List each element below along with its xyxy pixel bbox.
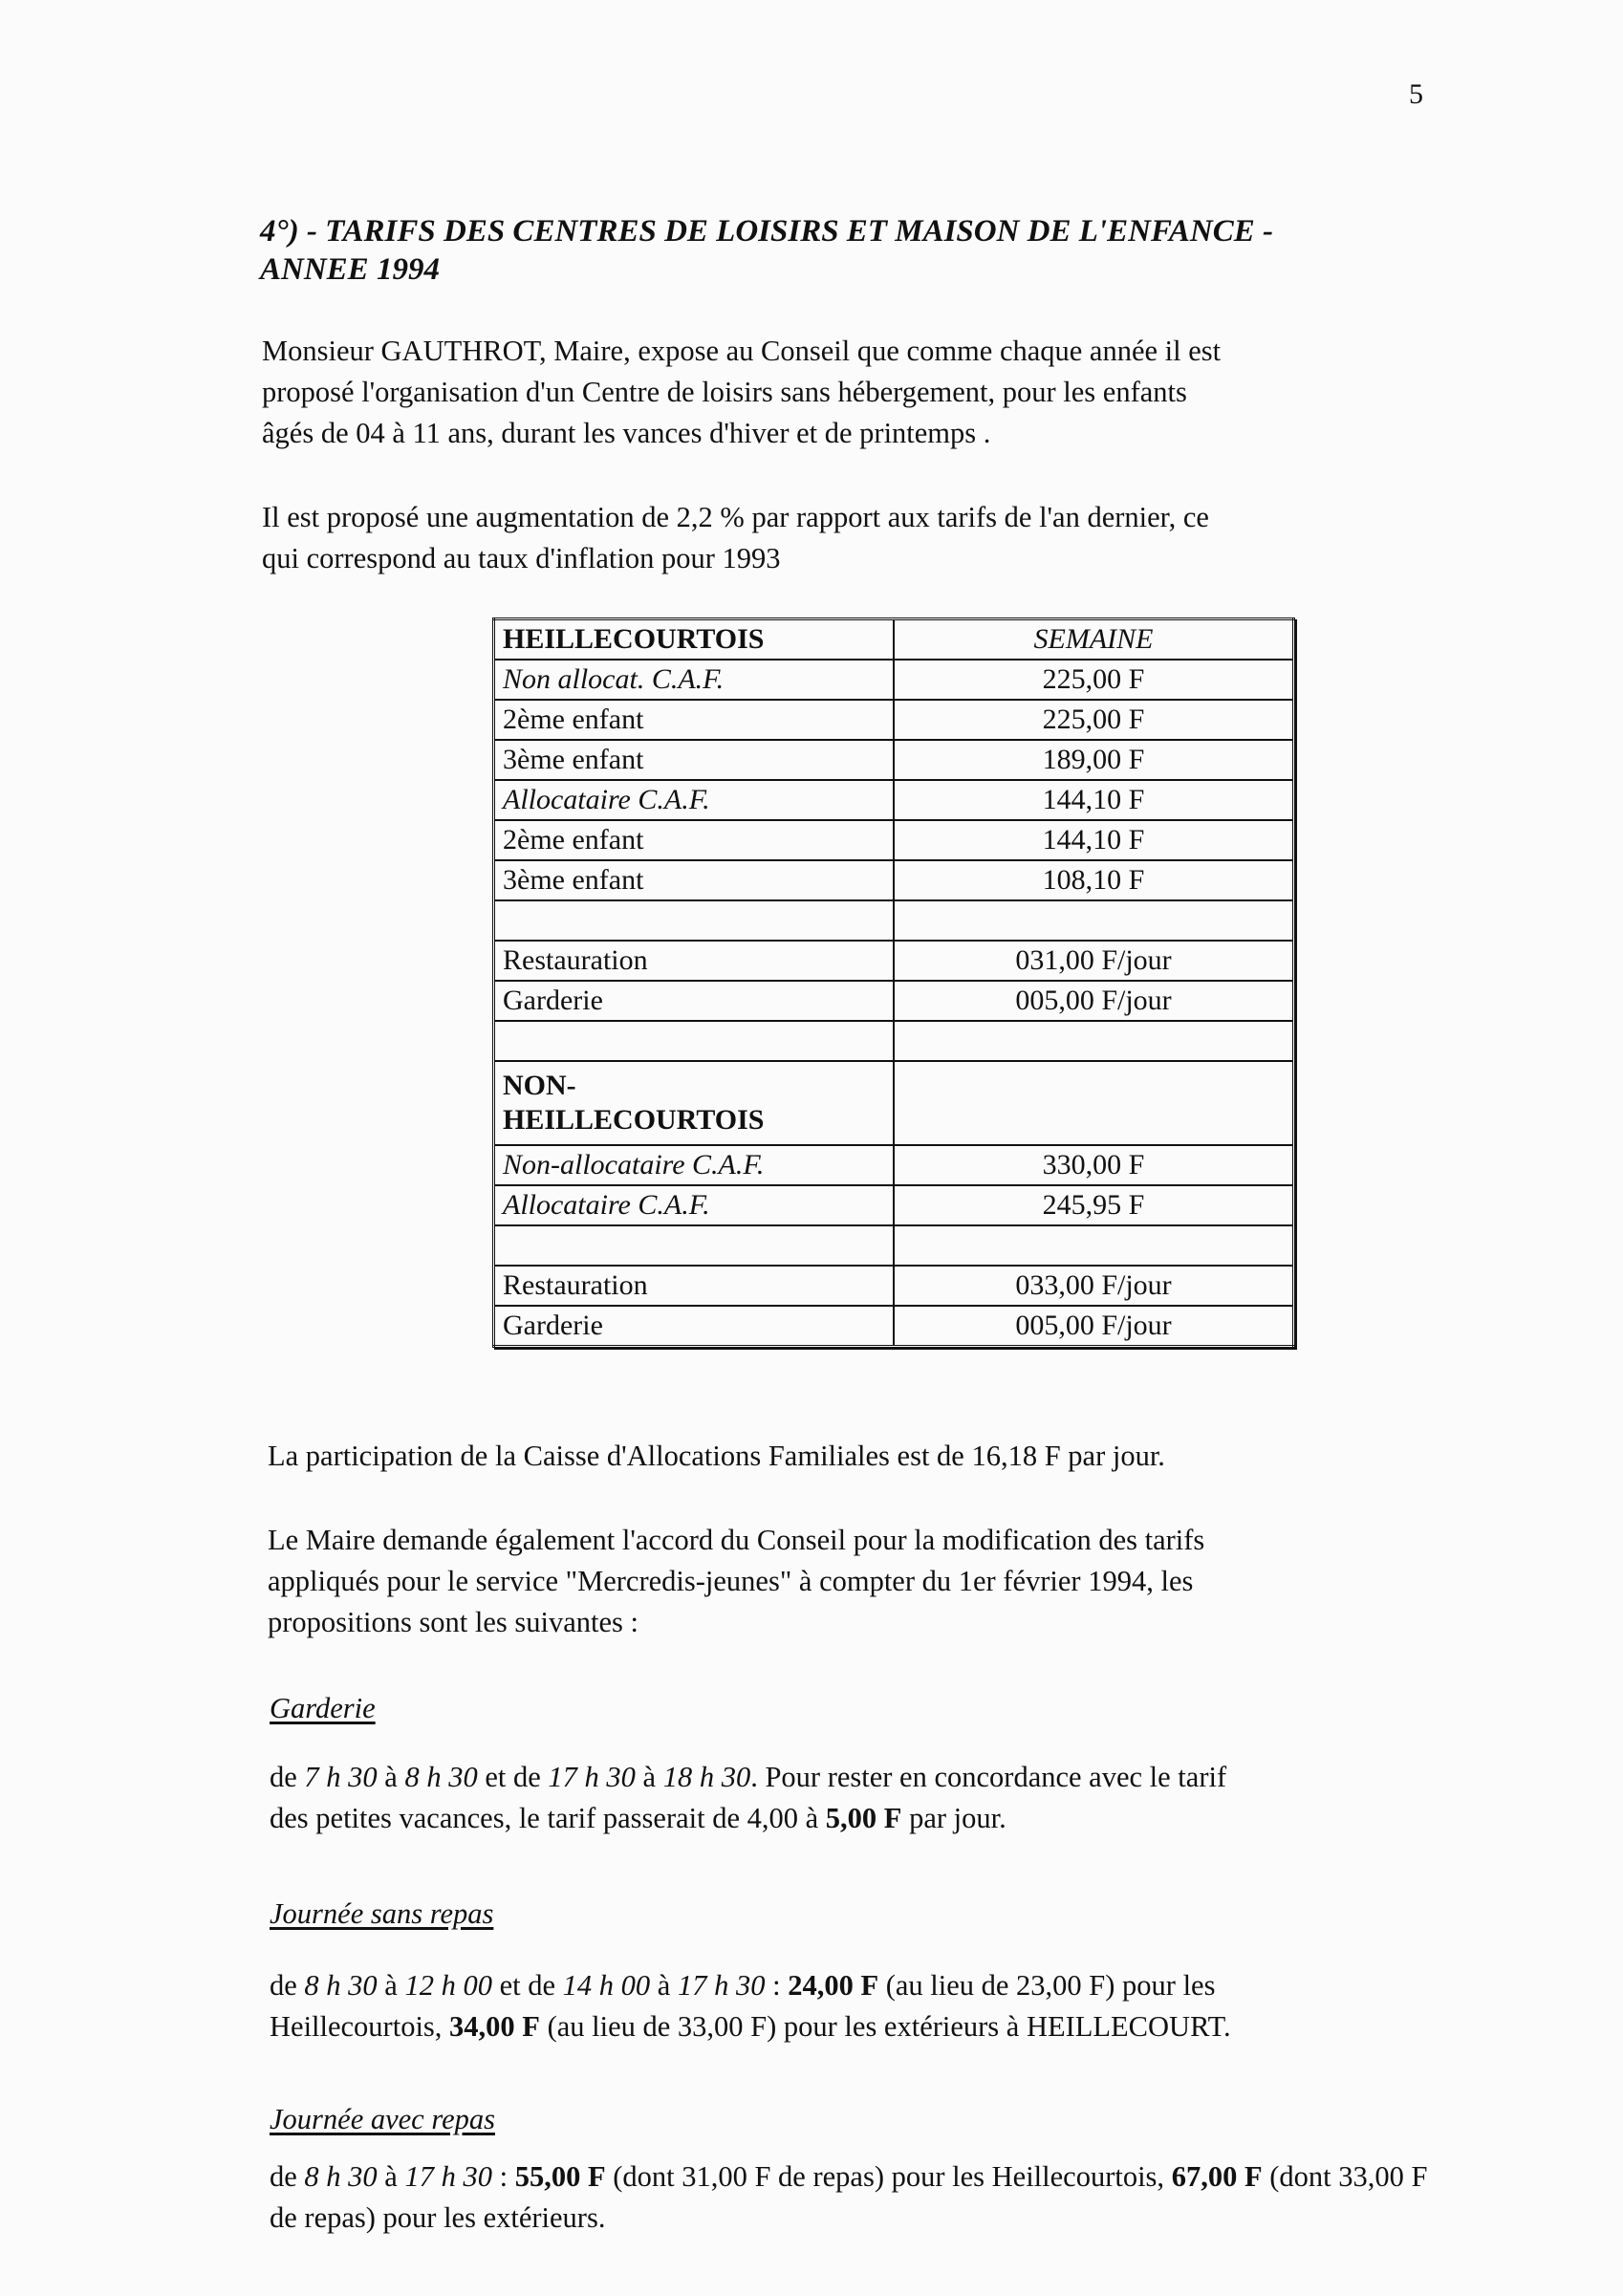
row-label [494,1021,895,1061]
mercredis-line: propositions sont les suivantes : [268,1606,639,1638]
time: 14 h 00 [562,1969,651,2002]
table-row [494,981,1294,1021]
avec-repas-paragraph [270,2156,1436,2239]
table-header-row [494,619,1294,661]
avec-repas-heading: Journée avec repas [270,2103,495,2135]
section-title-line-1: 4°) - TARIFS DES CENTRES DE LOISIRS ET MAISON DE L'ENFANCE - [260,214,1274,249]
time: 8 h 30 [304,2160,378,2193]
sans-repas-heading: Journée sans repas [270,1897,494,1930]
row-label: 2ème enfant [494,820,895,860]
row-label: Non allocat. C.A.F. [494,660,895,700]
time: 8 h 30 [404,1761,478,1793]
time: 12 h 00 [404,1969,492,2002]
row-value: 033,00 F/jour [894,1266,1294,1306]
text: par jour. [901,1802,1006,1834]
section-title [260,212,1407,289]
page-number: 5 [1409,78,1423,110]
text: . Pour rester en concordance avec le tarif [750,1761,1227,1793]
price: 67,00 F [1171,2160,1263,2193]
sans-repas-paragraph [270,1965,1417,2047]
tarif-table [492,617,1295,1348]
row-label: Allocataire C.A.F. [494,780,895,820]
time: 8 h 30 [304,1969,378,2002]
text: de [270,1969,305,2002]
row-value [894,1021,1294,1061]
sans-repas-line-1 [270,1965,1417,2006]
garderie-heading: Garderie [270,1692,376,1724]
intro-line: Monsieur GAUTHROT, Maire, expose au Conseil que comme chaque année il est [262,335,1222,367]
row-value [894,1225,1294,1266]
row-value: 005,00 F/jour [894,981,1294,1021]
table-row [494,941,1294,981]
row-label: Garderie [494,981,895,1021]
text: de [270,1761,305,1793]
table-row [494,820,1294,860]
time: 18 h 30 [662,1761,751,1793]
text: : [491,2160,515,2193]
intro-line: âgés de 04 à 11 ans, durant les vances d'hiver et de printemps . [262,417,991,449]
text: Heillecourtois, [270,2010,450,2043]
caf-participation-paragraph: La participation de la Caisse d'Allocations Familiales est de 16,18 F par jour. [268,1440,1165,1472]
table-row [494,780,1294,820]
text: et de [477,1761,549,1793]
intro-line: proposé l'organisation d'un Centre de loisirs sans hébergement, pour les enfants [262,376,1187,408]
table-row [494,860,1294,900]
row-label: 2ème enfant [494,700,895,740]
price: 5,00 F [825,1802,902,1834]
row-value: 005,00 F/jour [894,1306,1294,1347]
text: (au lieu de 33,00 F) pour les extérieurs à HEILLECOURT. [539,2010,1231,2043]
header-heillecourtois: HEILLECOURTOIS [494,619,895,661]
row-label: Garderie [494,1306,895,1347]
row-value [894,1061,1294,1145]
table-row-empty [494,1225,1294,1266]
row-label: Restauration [494,1266,895,1306]
row-value: 108,10 F [894,860,1294,900]
augmentation-line: Il est proposé une augmentation de 2,2 % par rapport aux tarifs de l'an dernier, ce [262,501,1209,533]
section-label-non-heillecourtois [494,1061,895,1145]
price: 55,00 F [514,2160,606,2193]
mercredis-line: appliqués pour le service "Mercredis-jeunes" à compter du 1er février 1994, les [268,1565,1194,1597]
table-row [494,1266,1294,1306]
row-value: 225,00 F [894,660,1294,700]
row-value: 330,00 F [894,1145,1294,1185]
section-title-line-2: ANNEE 1994 [260,252,440,287]
text: (au lieu de 23,00 F) pour les [878,1969,1216,2002]
row-label: Non-allocataire C.A.F. [494,1145,895,1185]
table-row [494,700,1294,740]
row-label: 3ème enfant [494,740,895,780]
text: (dont 31,00 F de repas) pour les Heillecourtois, [605,2160,1172,2193]
garderie-line-2 [270,1798,1417,1839]
row-value: 031,00 F/jour [894,941,1294,981]
text: à [635,1761,663,1793]
garderie-line-1 [270,1757,1417,1798]
table-row [494,740,1294,780]
table-row [494,660,1294,700]
table-row [494,1185,1294,1225]
row-label [494,1225,895,1266]
row-label: Restauration [494,941,895,981]
augmentation-paragraph [262,497,1409,579]
price: 34,00 F [449,2010,540,2043]
table-row-empty [494,1021,1294,1061]
text: des petites vacances, le tarif passerait de 4,00 à [270,1802,826,1834]
row-label [494,900,895,941]
price: 24,00 F [788,1969,879,2002]
garderie-paragraph [270,1757,1417,1839]
mercredis-paragraph [268,1520,1415,1643]
row-label: Allocataire C.A.F. [494,1185,895,1225]
text: à [377,2160,405,2193]
table-section-header-row [494,1061,1294,1145]
text: à [377,1969,405,2002]
section-label-line: NON- [503,1070,576,1101]
time: 7 h 30 [304,1761,378,1793]
row-value [894,900,1294,941]
header-semaine: SEMAINE [894,619,1294,661]
row-value: 144,10 F [894,820,1294,860]
section-label-line: HEILLECOURTOIS [503,1104,765,1136]
text: : [765,1969,789,2002]
table-row [494,1145,1294,1185]
text: de [270,2160,305,2193]
text: (dont 33,00 F de repas) pour les extérieurs. [270,2160,1428,2234]
time: 17 h 30 [404,2160,492,2193]
time: 17 h 30 [677,1969,766,2002]
text: à [377,1761,405,1793]
augmentation-line: qui correspond au taux d'inflation pour 1993 [262,542,781,574]
table-row-empty [494,900,1294,941]
table-row [494,1306,1294,1347]
row-label: 3ème enfant [494,860,895,900]
intro-paragraph [262,331,1409,454]
sans-repas-line-2 [270,2006,1417,2047]
row-value: 245,95 F [894,1185,1294,1225]
time: 17 h 30 [548,1761,636,1793]
row-value: 189,00 F [894,740,1294,780]
row-value: 144,10 F [894,780,1294,820]
text: et de [491,1969,563,2002]
mercredis-line: Le Maire demande également l'accord du Conseil pour la modification des tarifs [268,1524,1205,1556]
text: à [650,1969,678,2002]
row-value: 225,00 F [894,700,1294,740]
